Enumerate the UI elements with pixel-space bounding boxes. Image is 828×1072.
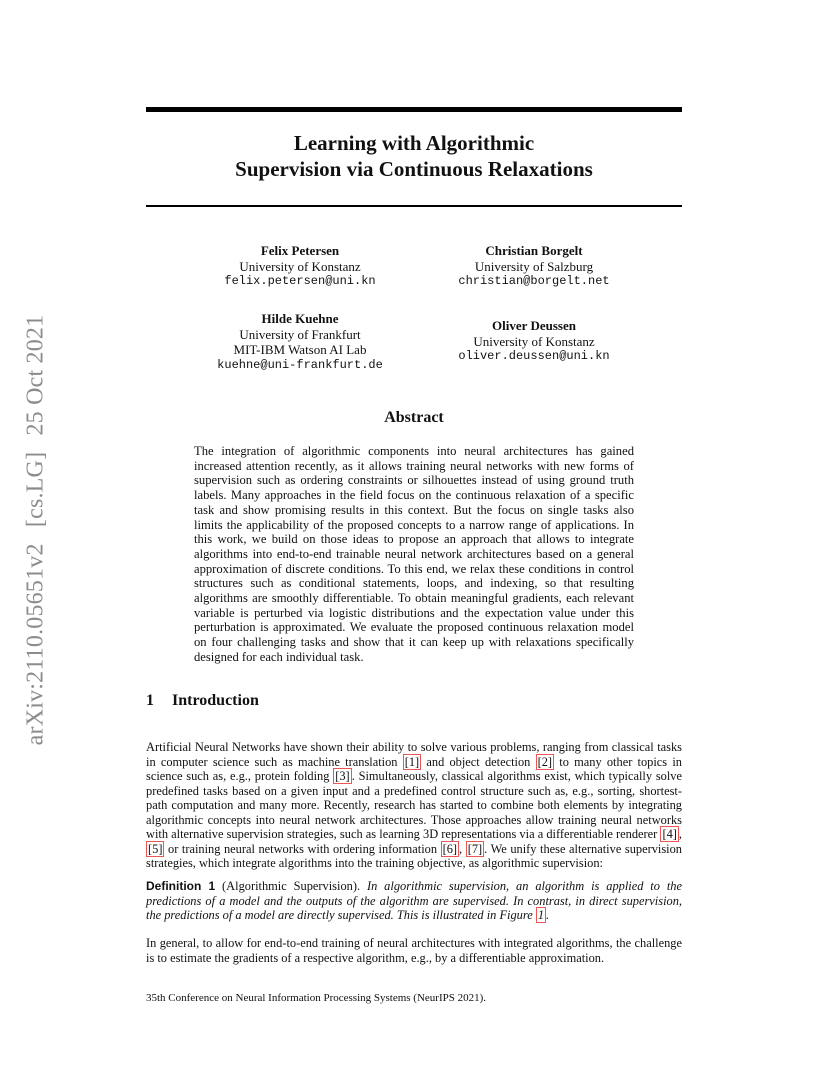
text-run: . Simultaneously, classical algorithms exist, which typically solve predefined tasks based on a given input and a predefined control structure such as, e.g., sorting, shortest-path computation and many more. Recently, research has started to combine both elements by integrating algorithmic concepts into neural network architectures. Those approaches allow training neural networks with alternative supervision strategies, such as learning 3D representations via a differentiable renderer bbox=[146, 769, 682, 841]
author-block-1 bbox=[200, 243, 400, 290]
text-run: . We unify these alternative supervision strategies, which integrate algorithms into the training objective, as algorithmic supervision: bbox=[146, 841, 683, 870]
author-affiliation: MIT-IBM Watson AI Lab bbox=[233, 342, 367, 357]
citation-link[interactable]: [3] bbox=[335, 769, 350, 783]
author-affiliation: University of Salzburg bbox=[474, 258, 594, 274]
arxiv-identifier bbox=[23, 305, 50, 746]
author-name: Felix Petersen bbox=[260, 243, 340, 258]
definition-label: Definition 1 bbox=[146, 879, 216, 893]
title-line-1: Learning with Algorithmic bbox=[293, 131, 535, 155]
author-affiliation: University of Konstanz bbox=[473, 333, 595, 349]
definition-end: . bbox=[546, 908, 550, 922]
text-run: and object detection bbox=[421, 754, 536, 769]
figure-reference-link[interactable]: 1 bbox=[537, 908, 545, 922]
definition-text: In algorithmic supervision, an algorithm is applied to the predictions of a model and the outputs of the algorithm are supervised. In contrast, in direct supervision, the predictions of a model are directly supervised. This is illustrated in Figure bbox=[146, 879, 682, 922]
conference-footer: 35th Conference on Neural Information Processing Systems (NeurIPS 2021). bbox=[146, 992, 487, 1004]
intro-paragraph-1 bbox=[146, 740, 682, 871]
author-block-2 bbox=[434, 243, 634, 290]
author-name: Christian Borgelt bbox=[485, 243, 583, 258]
citation-link[interactable]: [6] bbox=[442, 841, 458, 856]
citation-link[interactable]: [1] bbox=[404, 754, 420, 769]
text-run: , bbox=[459, 841, 466, 856]
author-email[interactable]: oliver.deussen@uni.kn bbox=[458, 349, 610, 363]
arxiv-category: [cs.LG] bbox=[22, 451, 49, 528]
author-block-3 bbox=[200, 311, 400, 373]
title-bottom-rule bbox=[146, 205, 682, 207]
definition-block bbox=[146, 879, 682, 923]
author-email[interactable]: kuehne@uni-frankfurt.de bbox=[217, 357, 383, 372]
section-heading bbox=[146, 692, 259, 710]
author-affiliation: University of Konstanz bbox=[239, 258, 361, 274]
arxiv-id: arXiv:2110.05651v2 bbox=[22, 543, 49, 746]
title-top-rule bbox=[146, 107, 682, 112]
author-affiliation: University of Frankfurt bbox=[239, 326, 361, 342]
text-run: or training neural networks with ordering information bbox=[164, 841, 441, 856]
citation-link[interactable]: [5] bbox=[148, 841, 163, 856]
citation-link[interactable]: [7] bbox=[467, 841, 483, 856]
text-run: , bbox=[678, 827, 682, 841]
arxiv-date: 25 Oct 2021 bbox=[22, 314, 49, 436]
abstract-text: The integration of algorithmic components into neural architectures has gained increased attention recently, as it allows training neural networks with new forms of supervision such as ordering constraints or silhouettes instead of using ground truth labels. Many approaches in the field focus on the continuous relaxation of a specific task and show promising results in this context. But the focus on single tasks also limits the applicability of the proposed concepts to a narrow range of applications. In this work, we build on those ideas to propose an approach that allows to integrate algorithms into end-to-end trainable neural network architectures based on a general approximation of discrete conditions. To this end, we relax these conditions in control structures such as conditional statements, loops, and indexing, so that resulting algorithms are smoothly differentiable. To obtain meaningful gradients, each relevant variable is perturbed via logistic distributions and the expectation value under this perturbation is approximated. We evaluate the proposed continuous relaxation model on four challenging tasks and show that it can keep up with relaxations specifically designed for each individual task. bbox=[194, 444, 634, 664]
author-name: Hilde Kuehne bbox=[261, 311, 339, 326]
text-run: Artificial Neural Networks have shown their ability to solve various problems, ranging from classical tasks in computer science such as machine translation bbox=[146, 740, 682, 769]
author-block-4 bbox=[434, 318, 634, 365]
section-title: Introduction bbox=[172, 692, 259, 709]
paper-title bbox=[146, 130, 682, 182]
intro-paragraph-2: In general, to allow for end-to-end training of neural architectures with integrated algorithms, the challenge is to estimate the gradients of a respective algorithm, e.g., by a differentiable approximation. bbox=[146, 936, 682, 965]
author-name: Oliver Deussen bbox=[492, 318, 576, 333]
citation-link[interactable]: [2] bbox=[537, 754, 553, 769]
author-email[interactable]: felix.petersen@uni.kn bbox=[224, 274, 376, 288]
section-number: 1 bbox=[146, 692, 154, 709]
author-email[interactable]: christian@borgelt.net bbox=[458, 274, 610, 288]
title-line-2: Supervision via Continuous Relaxations bbox=[235, 157, 593, 181]
citation-link[interactable]: [4] bbox=[662, 827, 677, 841]
abstract-heading: Abstract bbox=[384, 409, 444, 426]
definition-name: (Algorithmic Supervision). bbox=[222, 879, 361, 893]
text-run: to many other topics in science such as, e.g., protein folding bbox=[146, 754, 682, 783]
